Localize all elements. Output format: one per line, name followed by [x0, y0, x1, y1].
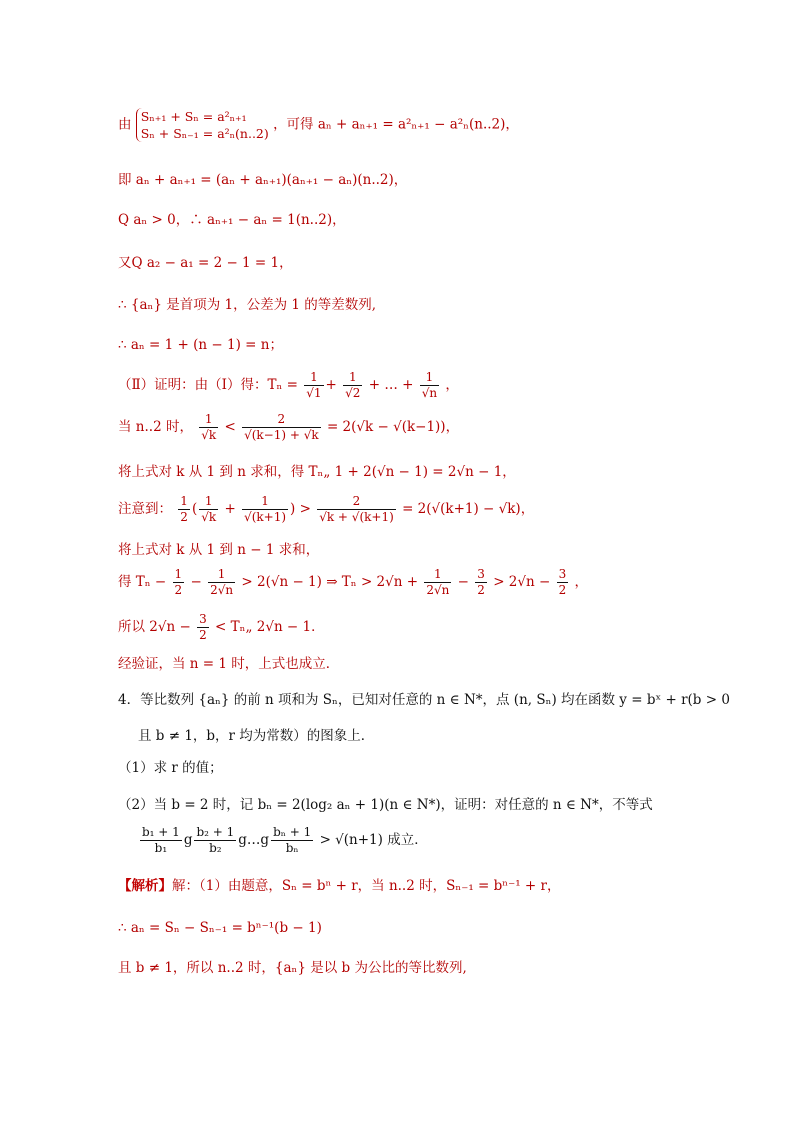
line-12 — [118, 567, 588, 598]
inequality-line — [138, 825, 428, 856]
line-14-text: 经验证，当 n = 1 时，上式也成立． — [118, 656, 340, 672]
fraction-den: √k + √(k+1) — [319, 510, 394, 524]
fraction-den: √(k−1) + √k — [244, 428, 319, 442]
inequality-g2: g…g — [238, 832, 270, 848]
line-12-prefix: 得 Tₙ − — [118, 574, 167, 590]
fraction — [475, 567, 487, 598]
line-13-prefix: 所以 2√n − — [118, 619, 191, 635]
fraction — [173, 567, 185, 598]
fraction-num: 1 — [424, 567, 451, 583]
line-8-suffix: = 2(√k − √(k−1))， — [326, 419, 460, 435]
fraction-num: 3 — [199, 612, 207, 626]
line-12-mid: > 2(√n − 1) ⇒ Tₙ > 2√n + — [241, 574, 419, 590]
line-12-minus2: − — [457, 574, 469, 590]
solution-text-3: 且 b ≠ 1，所以 n..2 时，{aₙ} 是以 b 为公比的等比数列, — [118, 960, 467, 976]
fraction — [271, 825, 313, 856]
line-7-mid: + … + — [368, 377, 414, 393]
problem-4-part-1 — [118, 758, 223, 778]
line-3-text: Q aₙ > 0，∴ aₙ₊₁ − aₙ = 1(n..2)， — [118, 212, 346, 228]
equation-system — [136, 108, 269, 142]
line-5-text: ∴ {aₙ} 是首项为 1，公差为 1 的等差数列, — [118, 297, 377, 313]
line-10-gt: ) > — [290, 501, 311, 517]
fraction — [424, 567, 451, 598]
fraction-den: 2 — [199, 628, 207, 642]
fraction-den: b₂ — [209, 841, 222, 855]
line-10 — [118, 494, 534, 525]
line-2 — [118, 170, 407, 190]
equation-system-top: Sₙ₊₁ + Sₙ = a²ₙ₊₁ — [140, 109, 247, 124]
solution-text-2: ∴ aₙ = Sₙ − Sₙ₋₁ = bⁿ⁻¹(b − 1) — [118, 920, 322, 936]
fraction — [557, 567, 569, 598]
fraction — [304, 370, 323, 401]
fraction-num: 1 — [199, 412, 218, 428]
line-1-prefix: 由 — [118, 116, 132, 133]
fraction-den: 2 — [180, 510, 188, 524]
fraction-num: b₁ + 1 — [142, 825, 180, 839]
fraction — [178, 494, 190, 525]
inequality-g1: g — [183, 832, 193, 848]
line-12-mid2: > 2√n − — [493, 574, 551, 590]
line-13 — [118, 612, 325, 643]
line-8 — [118, 412, 459, 443]
fraction-num: 1 — [343, 370, 362, 386]
line-12-suffix: ， — [574, 574, 589, 590]
line-10-plus: + — [224, 501, 236, 517]
fraction — [242, 494, 288, 525]
fraction — [194, 825, 236, 856]
problem-4-line-1 — [118, 690, 730, 710]
solution-line-3 — [118, 958, 467, 978]
fraction-den: √(k+1) — [244, 510, 287, 524]
fraction — [199, 412, 218, 443]
fraction-num: b₂ + 1 — [196, 825, 235, 839]
line-11-text: 将上式对 k 从 1 到 n − 1 求和， — [118, 542, 320, 558]
fraction-num: 2 — [317, 494, 396, 510]
line-9-text: 将上式对 k 从 1 到 n 求和，得 Tₙ„ 1 + 2(√n − 1) = 2√n − 1， — [118, 464, 516, 480]
fraction — [197, 612, 209, 643]
line-5 — [118, 295, 376, 315]
fraction-den: √2 — [345, 386, 361, 400]
analysis-tag: 【解析】 — [118, 878, 172, 894]
line-12-minus: − — [190, 574, 202, 590]
solution-line-1 — [118, 876, 561, 896]
line-8-prefix: 当 n..2 时， — [118, 419, 193, 435]
line-7-prefix: （Ⅱ）证明：由（Ⅰ）得：Tₙ = — [118, 377, 298, 393]
equation-system-bottom: Sₙ + Sₙ₋₁ = a²ₙ(n..2) — [140, 126, 269, 141]
fraction-den: 2√n — [426, 583, 450, 597]
fraction-num: 3 — [477, 567, 485, 581]
line-10-prefix: 注意到： — [118, 501, 172, 517]
fraction-den: 2 — [558, 583, 567, 597]
fraction — [208, 567, 235, 598]
line-6-text: ∴ aₙ = 1 + (n − 1) = n； — [118, 337, 283, 353]
fraction-den: √k — [201, 428, 217, 442]
line-14 — [118, 654, 339, 674]
fraction — [420, 370, 439, 401]
line-6 — [118, 335, 283, 355]
fraction-num: 1 — [420, 370, 439, 386]
problem-4-text-1: 4．等比数列 {aₙ} 的前 n 项和为 Sₙ，已知对任意的 n ∈ N*，点 (n, Sₙ) 均在函数 y = bˣ + r(b > 0 — [118, 692, 730, 708]
line-2-text: 即 aₙ + aₙ₊₁ = (aₙ + aₙ₊₁)(aₙ₊₁ − aₙ)(n..2)， — [118, 172, 408, 188]
solution-line-2 — [118, 918, 322, 938]
fraction-num: 3 — [558, 567, 567, 581]
line-4-text: 又Q a₂ − a₁ = 2 − 1 = 1， — [118, 255, 293, 271]
problem-4-part-1-text: （1）求 r 的值； — [118, 760, 223, 776]
fraction-den: bₙ — [285, 841, 299, 855]
fraction-den: b₁ — [154, 841, 168, 855]
fraction-num: 1 — [242, 494, 288, 510]
line-1 — [118, 108, 519, 142]
fraction-den: 2 — [174, 583, 183, 597]
fraction-den: 2√n — [210, 583, 234, 597]
fraction-num: 1 — [304, 370, 323, 386]
line-10-suffix: = 2(√(k+1) − √k)， — [402, 501, 535, 517]
fraction — [242, 412, 321, 443]
line-10-paren: ( — [191, 501, 198, 517]
fraction — [317, 494, 396, 525]
fraction — [199, 494, 218, 525]
line-9 — [118, 462, 516, 482]
fraction-num: 1 — [174, 567, 183, 581]
fraction-num: 2 — [242, 412, 321, 428]
line-11 — [118, 540, 319, 560]
fraction-den: √1 — [306, 386, 322, 400]
fraction — [343, 370, 362, 401]
fraction-num: 1 — [199, 494, 218, 510]
problem-4-part-2 — [118, 795, 653, 815]
fraction-den: √n — [421, 386, 438, 400]
line-4 — [118, 253, 293, 273]
problem-4-line-2 — [138, 726, 374, 746]
problem-4-part-2-text: （2）当 b = 2 时，记 bₙ = 2(log₂ aₙ + 1)(n ∈ N*)，证明：对任意的 n ∈ N*，不等式 — [118, 797, 653, 813]
fraction-num: 1 — [208, 567, 235, 583]
line-7: （Ⅱ）证明：由（Ⅰ）得：Tₙ = $\frac{1}{√1}$ + $\frac{1}{√2}$ + … + $\frac{1}{√n}$ ， — [118, 370, 459, 400]
fraction-num: 1 — [180, 494, 188, 508]
inequality-suffix: > √(n+1) 成立． — [319, 832, 428, 848]
fraction-num: bₙ + 1 — [273, 825, 312, 839]
fraction — [140, 825, 182, 856]
line-1-suffix: ，可得 aₙ + aₙ₊₁ = a²ₙ₊₁ − a²ₙ(n..2)， — [273, 116, 519, 133]
fraction-den: 2 — [477, 583, 485, 597]
problem-4-text-2: 且 b ≠ 1，b，r 均为常数）的图象上． — [138, 728, 375, 744]
line-7-suffix: ， — [445, 377, 459, 393]
line-8-lt: < — [224, 419, 236, 435]
line-13-suffix: < Tₙ„ 2√n − 1． — [215, 619, 325, 635]
fraction-den: √k — [201, 510, 217, 524]
line-3 — [118, 210, 346, 230]
solution-text-1: 解：（1）由题意，Sₙ = bⁿ + r，当 n..2 时，Sₙ₋₁ = bⁿ⁻¹ + r， — [172, 878, 561, 894]
